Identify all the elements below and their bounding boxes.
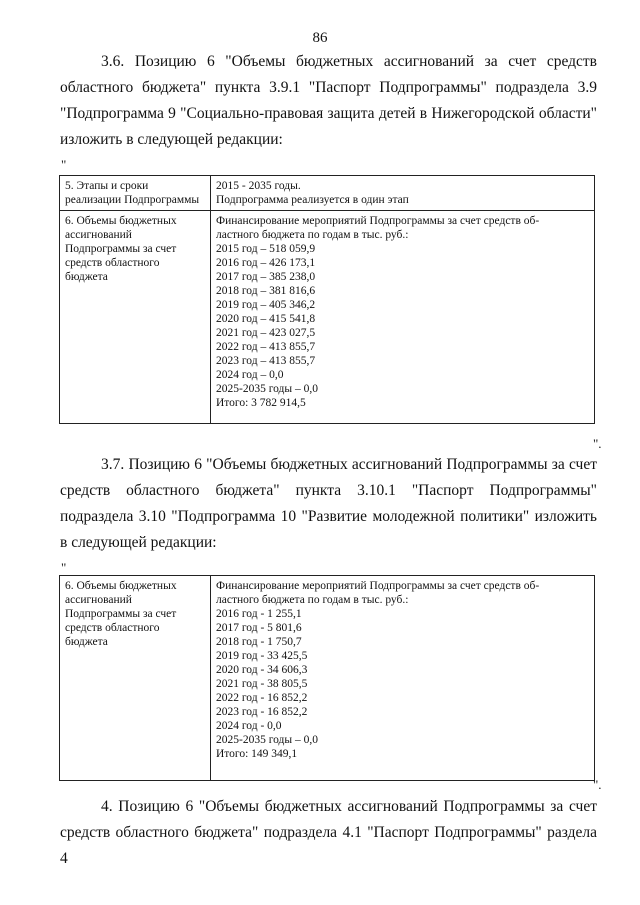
row-label: 6. Объемы бюджетных ассигнований Подпрограммы за счет средств областного бюджета <box>60 576 211 781</box>
row-value: Финансирование мероприятий Подпрограммы за счет средств об- ластного бюджета по годам в тыс. руб.: 2015 год – 518 059,9 2016 год – 426 173,1 2017 год – 385 238,0 2018 год – 381 816,6 2019 год – 405 346,2 2020 год – 415 541,8 2021 год – 423 027,5 2022 год – 413 855,7 2023 год – 413 855,7 2024 год – 0,0 2025-2035 годы – 0,0 Итого: 3 782 914,5 <box>211 211 595 424</box>
paragraph-3-6: 3.6. Позицию 6 "Объемы бюджетных ассигнований за счет средств областного бюджета" пункта 3.9.1 "Паспорт Подпрограммы" подраздела 3.9 "Подпрограмма 9 "Социально-правовая защита детей в Нижегородской области" изложить в следующей редакции: <box>60 53 597 148</box>
passport-table-3-7 <box>59 575 595 781</box>
table-row <box>60 176 595 211</box>
close-quote-3-7: ". <box>593 777 602 792</box>
open-quote-3-7: " <box>61 560 67 575</box>
paragraph-3-7: 3.7. Позицию 6 "Объемы бюджетных ассигнований Подпрограммы за счет средств областного бюджета" пункта 3.10.1 "Паспорт Подпрограммы" подраздела 3.10 "Подпрограмма 10 "Развитие молодежной политики" изложить в следующей редакции: <box>60 456 597 551</box>
row-label: 5. Этапы и сроки реализации Подпрограммы <box>60 176 211 211</box>
close-quote-3-6: ". <box>593 436 602 451</box>
table-row <box>60 211 595 424</box>
table-row <box>60 576 595 781</box>
passport-table-3-6 <box>59 175 595 424</box>
row-value: Финансирование мероприятий Подпрограммы за счет средств об- ластного бюджета по годам в тыс. руб.: 2016 год - 1 255,1 2017 год - 5 801,6 2018 год - 1 750,7 2019 год - 33 425,5 2020 год - 34 606,3 2021 год - 38 805,5 2022 год - 16 852,2 2023 год - 16 852,2 2024 год - 0,0 2025-2035 годы – 0,0 Итого: 149 349,1 <box>211 576 595 781</box>
page-number: 86 <box>312 30 328 46</box>
row-label: 6. Объемы бюджетных ассигнований Подпрограммы за счет средств областного бюджета <box>60 211 211 424</box>
open-quote-3-6: " <box>61 157 67 172</box>
paragraph-4: 4. Позицию 6 "Объемы бюджетных ассигнований Подпрограммы за счет средств областного бюджета" подраздела 4.1 "Паспорт Подпрограммы" раздела 4 <box>60 798 597 867</box>
row-value: 2015 - 2035 годы. Подпрограмма реализуется в один этап <box>211 176 595 211</box>
